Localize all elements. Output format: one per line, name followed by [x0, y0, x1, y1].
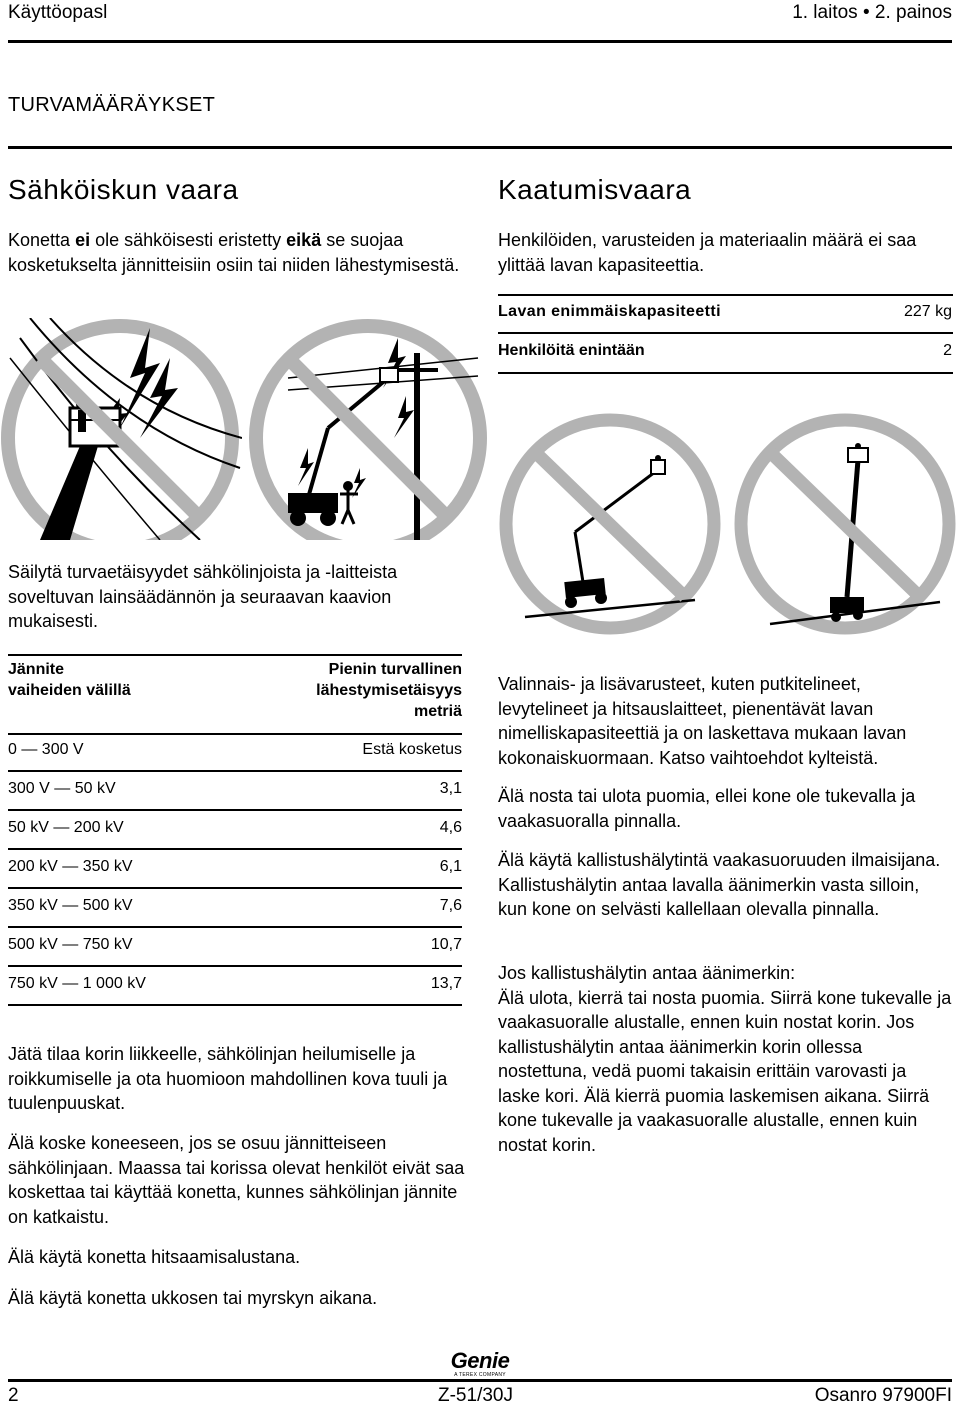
- header-rule: [8, 40, 952, 43]
- voltage-row-3-voltage: 200 kV — 350 kV: [8, 858, 133, 875]
- electric-intro: Konetta ei ole sähköisesti eristetty eikä se suojaa kosketukselta jännitteisiin osiin tai niiden lähestymisestä.: [8, 230, 460, 275]
- genie-logo-sub: A TEREX COMPANY: [454, 1372, 506, 1378]
- voltage-row-1-rule: [8, 809, 462, 811]
- footer-model: Z-51/30J: [438, 1385, 513, 1406]
- tipover-title: Kaatumisvaara: [498, 174, 692, 205]
- voltage-head-2: vaiheiden välillä: [8, 682, 131, 699]
- electric-para-2: Älä koske koneeseen, jos se osuu jännitteiseen sähkölinjaan. Maassa tai korissa olevat henkilöt eivät saa koskettaa tai käyttää konetta, kunnes sähkölinjan jännite on katkaistu.: [8, 1133, 465, 1227]
- electric-para-4: Älä käytä konetta ukkosen tai myrskyn aikana.: [8, 1288, 378, 1308]
- footer-page-number: 2: [8, 1385, 19, 1406]
- no-tilted-vertical-mast-icon: [730, 412, 960, 634]
- electric-para-1: Jätä tilaa korin liikkeelle, sähkölinjan heilumiselle ja roikkumiselle ja ota huomioon mahdollinen kova tuuli ja tuulenpuuskat.: [8, 1044, 448, 1113]
- tipover-para-1: Valinnais- ja lisävarusteet, kuten putkitelineet, levytelineet ja hitsauslaitteet, pienentävät lavan nimelliskapasiteettiä ja on laskettava mukaan lavan kokonaiskuormaan. Katso vaihtoehdot kylteistä.: [498, 674, 907, 768]
- voltage-row-2-voltage: 50 kV — 200 kV: [8, 819, 124, 836]
- tipover-para-3: Älä käytä kallistushälytintä vaakasuoruuden ilmaisijana. Kallistushälytin antaa lavalla äänimerkin vasta silloin, kun kone on selvästi kallellaan olevalla pinnalla.: [498, 850, 941, 919]
- persons-label: Henkilöitä enintään: [498, 342, 645, 359]
- no-tilted-boom-icon: [495, 412, 725, 634]
- voltage-row-1-voltage: 300 V — 50 kV: [8, 780, 116, 797]
- voltage-row-5-voltage: 500 kV — 750 kV: [8, 936, 133, 953]
- section-label: TURVAMÄÄRÄYKSET: [8, 94, 216, 116]
- voltage-row-0-voltage: 0 — 300 V: [8, 741, 84, 758]
- no-boom-near-lines-icon: [248, 318, 490, 540]
- voltage-row-2-rule: [8, 848, 462, 850]
- no-power-line-contact-icon: [0, 318, 242, 540]
- capacity-value: 227 kg: [903, 303, 952, 320]
- distance-head-3: metriä: [413, 703, 462, 720]
- footer-rule: [8, 1379, 952, 1382]
- distance-head-2: lähestymisetäisyys: [316, 682, 462, 699]
- persons-bottom-rule: [498, 372, 953, 374]
- header-edition: 1. laitos • 2. painos: [792, 2, 952, 23]
- electric-distance-text: Säilytä turvaetäisyydet sähkölinjoista ja -laitteista soveltuvan lainsäädännön ja seuraavan kaavion mukaisesti.: [8, 562, 398, 631]
- voltage-row-3-distance: 6,1: [439, 858, 462, 875]
- capacity-label: Lavan enimmäiskapasiteetti: [498, 303, 721, 320]
- voltage-head-1: Jännite: [8, 661, 65, 678]
- voltage-row-6-rule: [8, 1004, 462, 1006]
- voltage-row-0-distance: Estä kosketus: [362, 741, 462, 758]
- voltage-row-4-rule: [8, 926, 462, 928]
- distance-head-1: Pienin turvallinen: [328, 661, 462, 678]
- capacity-top-rule: [498, 294, 953, 296]
- voltage-table-head-right: [316, 659, 462, 722]
- header-manual-title: Käyttöopasl: [8, 2, 108, 23]
- voltage-row-5-rule: [8, 965, 462, 967]
- capacity-mid-rule: [498, 332, 953, 334]
- tipover-intro: Henkilöiden, varusteiden ja materiaalin määrä ei saa ylittää lavan kapasiteettia.: [498, 230, 917, 275]
- voltage-row-6-voltage: 750 kV — 1 000 kV: [8, 975, 146, 992]
- persons-value: 2: [943, 342, 952, 359]
- electric-title: Sähköiskun vaara: [8, 174, 239, 205]
- footer-part-number: Osanro 97900FI: [814, 1385, 952, 1406]
- tipover-para-4: Jos kallistushälytin antaa äänimerkin: Älä ulota, kierrä tai nosta puomia. Siirrä kone tukevalle ja vaakasuoralle alustalle, ennen kuin nostat korin. Jos kallistushälytin antaa äänimerkin korin ollessa nostettuna, vedä puomi takaisin erittäin varovasti ja laske kori. Älä kierrä puomia laskemisen aikana. Siirrä kone tukevalle ja vaakasuoralle alustalle, ennen kuin nostat korin.: [498, 963, 952, 1155]
- voltage-row-4-voltage: 350 kV — 500 kV: [8, 897, 133, 914]
- voltage-row-5-distance: 10,7: [430, 936, 462, 953]
- tipover-para-2: Älä nosta tai ulota puomia, ellei kone ole tukevalla ja vaakasuoralla pinnalla.: [498, 786, 916, 831]
- voltage-row-1-distance: 3,1: [439, 780, 462, 797]
- voltage-table-head-left: [8, 659, 131, 701]
- electric-para-3: Älä käytä konetta hitsaamisalustana.: [8, 1247, 301, 1267]
- voltage-row-6-distance: 13,7: [430, 975, 462, 992]
- voltage-row-2-distance: 4,6: [439, 819, 462, 836]
- voltage-table-head-rule: [8, 733, 462, 735]
- section-rule: [8, 146, 952, 149]
- genie-logo-wordmark: Genie: [450, 1348, 510, 1373]
- voltage-row-3-rule: [8, 887, 462, 889]
- voltage-row-0-rule: [8, 770, 462, 772]
- voltage-table-top-rule: [8, 654, 462, 656]
- genie-logo: [440, 1350, 520, 1378]
- voltage-row-4-distance: 7,6: [439, 897, 462, 914]
